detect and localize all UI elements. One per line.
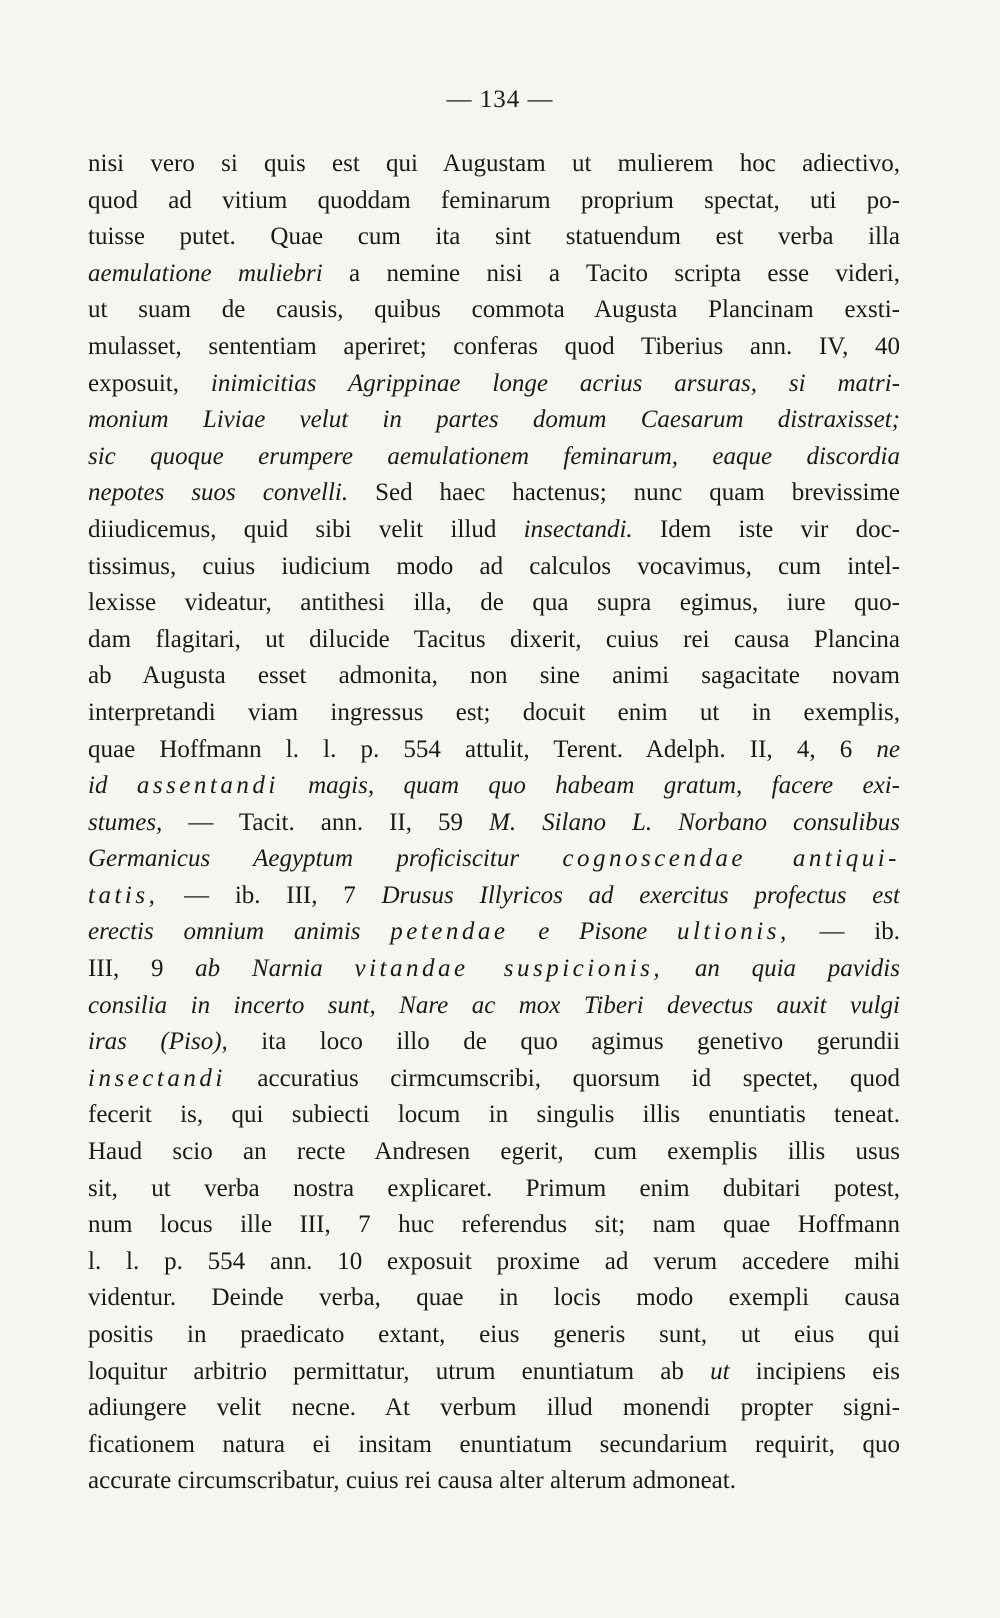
text-segment: tuisse putet. Quae cum ita sint statuendum est verba illa (88, 223, 900, 251)
text-line (88, 146, 900, 183)
text-line (88, 219, 900, 256)
text-line (88, 1317, 900, 1354)
text-segment: ita loco illo de quo agimus genetivo gerundii (227, 1028, 900, 1056)
text-line (88, 402, 900, 439)
text-segment: incipiens eis (729, 1357, 900, 1385)
text-line (88, 1427, 900, 1464)
text-segment: ut suam de causis, quibus commota Augusta Plancinam exsti- (88, 296, 900, 324)
text-segment: III, 9 (88, 955, 196, 983)
text-line (88, 732, 900, 769)
text-segment: quae Hoffmann l. l. p. 554 attulit, Terent. Adelph. II, 4, 6 (88, 735, 877, 763)
text-segment: nepotes suos convelli. (88, 479, 349, 507)
text-line (88, 658, 900, 695)
text-line (88, 768, 900, 805)
text-line (88, 292, 900, 329)
text-segment: fecerit is, qui subiecti locum in singulis illis enuntiatis teneat. (88, 1101, 900, 1129)
text-segment: inimicitias Agrippinae longe acrius arsuras, si matri- (210, 369, 900, 397)
text-line (88, 1280, 900, 1317)
text-segment: insectandi. (523, 515, 633, 543)
text-segment: l. l. p. 554 ann. 10 exposuit proxime ad verum accedere mihi (88, 1247, 900, 1275)
text-segment: interpretandi viam ingressus est; docuit enim ut in exemplis, (88, 698, 900, 726)
text-line (88, 549, 900, 586)
text-line (88, 329, 900, 366)
text-line (88, 878, 900, 915)
text-segment: an quia pavidis (663, 955, 900, 983)
text-line (88, 988, 900, 1025)
text-segment: iras (Piso), (88, 1028, 228, 1056)
text-segment: Germanicus Aegyptum proficiscitur (88, 845, 563, 873)
text-segment: Sed haec hactenus; nunc quam brevissime (348, 479, 900, 507)
text-line (88, 622, 900, 659)
text-line (88, 805, 900, 842)
text-line (88, 1390, 900, 1427)
text-line (88, 1097, 900, 1134)
text-segment: a nemine nisi a Tacito scripta esse videri, (322, 259, 900, 287)
text-segment: mulasset, sententiam aperiret; conferas quod Tiberius ann. IV, 40 (88, 332, 900, 360)
text-line (88, 1354, 900, 1391)
text-line (88, 439, 900, 476)
text-line (88, 475, 900, 512)
text-body (88, 146, 900, 1500)
text-segment: ficationem natura ei insitam enuntiatum secundarium requirit, quo (88, 1430, 900, 1458)
text-segment: erectis omnium animis (88, 918, 391, 946)
text-segment: accurate circumscribatur, cuius rei causa alter alterum admoneat. (88, 1467, 736, 1495)
text-segment: petendae (390, 918, 509, 946)
page-number: — 134 — (446, 86, 554, 113)
text-segment: consilia in incerto sunt, Nare ac mox Tiberi devectus auxit vulgi (88, 991, 900, 1019)
text-line (88, 1244, 900, 1281)
text-line (88, 951, 900, 988)
text-segment: stumes, (88, 808, 163, 836)
text-segment: ut (710, 1357, 730, 1385)
text-segment: sic quoque erumpere aemulationem feminarum, eaque discordia (88, 442, 900, 470)
text-segment: assentandi (136, 772, 279, 800)
text-line (88, 1207, 900, 1244)
text-segment: ultionis, (676, 918, 790, 946)
text-segment: nisi vero si quis est qui Augustam ut mulierem hoc adiectivo, (88, 150, 900, 177)
text-segment: accuratius cirmcumscribi, quorsum id spectet, quod (225, 1064, 900, 1092)
text-segment: cognoscendae antiqui- (562, 845, 900, 873)
text-line (88, 1134, 900, 1171)
text-segment: sit, ut verba nostra explicaret. Primum enim dubitari potest, (88, 1174, 900, 1202)
text-segment: Haud scio an recte Andresen egerit, cum exemplis illis usus (88, 1138, 900, 1166)
text-segment: — ib. III, 7 (158, 881, 382, 909)
text-line (88, 183, 900, 220)
text-segment: num locus ille III, 7 huc referendus sit; nam quae Hoffmann (88, 1211, 900, 1239)
text-segment: exposuit, (88, 369, 211, 397)
text-segment: ne (876, 735, 900, 763)
text-line (88, 1061, 900, 1098)
text-segment: aemulatione muliebri (88, 259, 323, 287)
text-segment: Drusus Illyricos ad exercitus profectus est (381, 881, 900, 909)
text-segment: ab Augusta esset admonita, non sine animi sagacitate novam (88, 662, 900, 690)
text-segment: tatis, (88, 881, 159, 909)
text-segment: — ib. (789, 918, 900, 946)
text-segment: vitandae suspicionis, (354, 955, 664, 983)
text-line (88, 585, 900, 622)
text-segment: diiudicemus, quid sibi velit illud (88, 515, 524, 543)
text-segment: lexisse videatur, antithesi illa, de qua supra egimus, iure quo- (88, 589, 900, 617)
text-segment: adiungere velit necne. At verbum illud monendi propter signi- (88, 1394, 900, 1422)
text-line (88, 1171, 900, 1208)
text-line (88, 512, 900, 549)
text-segment: magis, quam quo habeam gratum, facere exi- (278, 772, 900, 800)
text-segment: — Tacit. ann. II, 59 (162, 808, 489, 836)
text-line (88, 914, 900, 951)
text-segment: dam flagitari, ut dilucide Tacitus dixerit, cuius rei causa Plancina (88, 625, 900, 653)
text-segment: insectandi (88, 1064, 226, 1092)
text-segment: e Pisone (508, 918, 677, 946)
text-segment: loquitur arbitrio permittatur, utrum enuntiatum ab (88, 1357, 711, 1385)
text-segment: Idem iste vir doc- (632, 515, 900, 543)
text-line (88, 366, 900, 403)
text-segment: tissimus, cuius iudicium modo ad calculos vocavimus, cum intel- (88, 552, 900, 580)
text-segment: videntur. Deinde verba, quae in locis modo exempli causa (88, 1284, 900, 1312)
text-segment: monium Liviae velut in partes domum Caesarum distraxisset; (88, 406, 900, 434)
text-line (88, 256, 900, 293)
text-line (88, 1024, 900, 1061)
text-segment: id (88, 772, 137, 800)
text-segment: positis in praedicato extant, eius generis sunt, ut eius qui (88, 1321, 900, 1348)
text-line (88, 841, 900, 878)
text-segment: quod ad vitium quoddam feminarum proprium spectat, uti po- (88, 186, 900, 214)
text-line (88, 1463, 900, 1500)
text-segment: M. Silano L. Norbano consulibus (489, 808, 900, 836)
text-segment: ab Narnia (195, 955, 355, 983)
text-line (88, 695, 900, 732)
